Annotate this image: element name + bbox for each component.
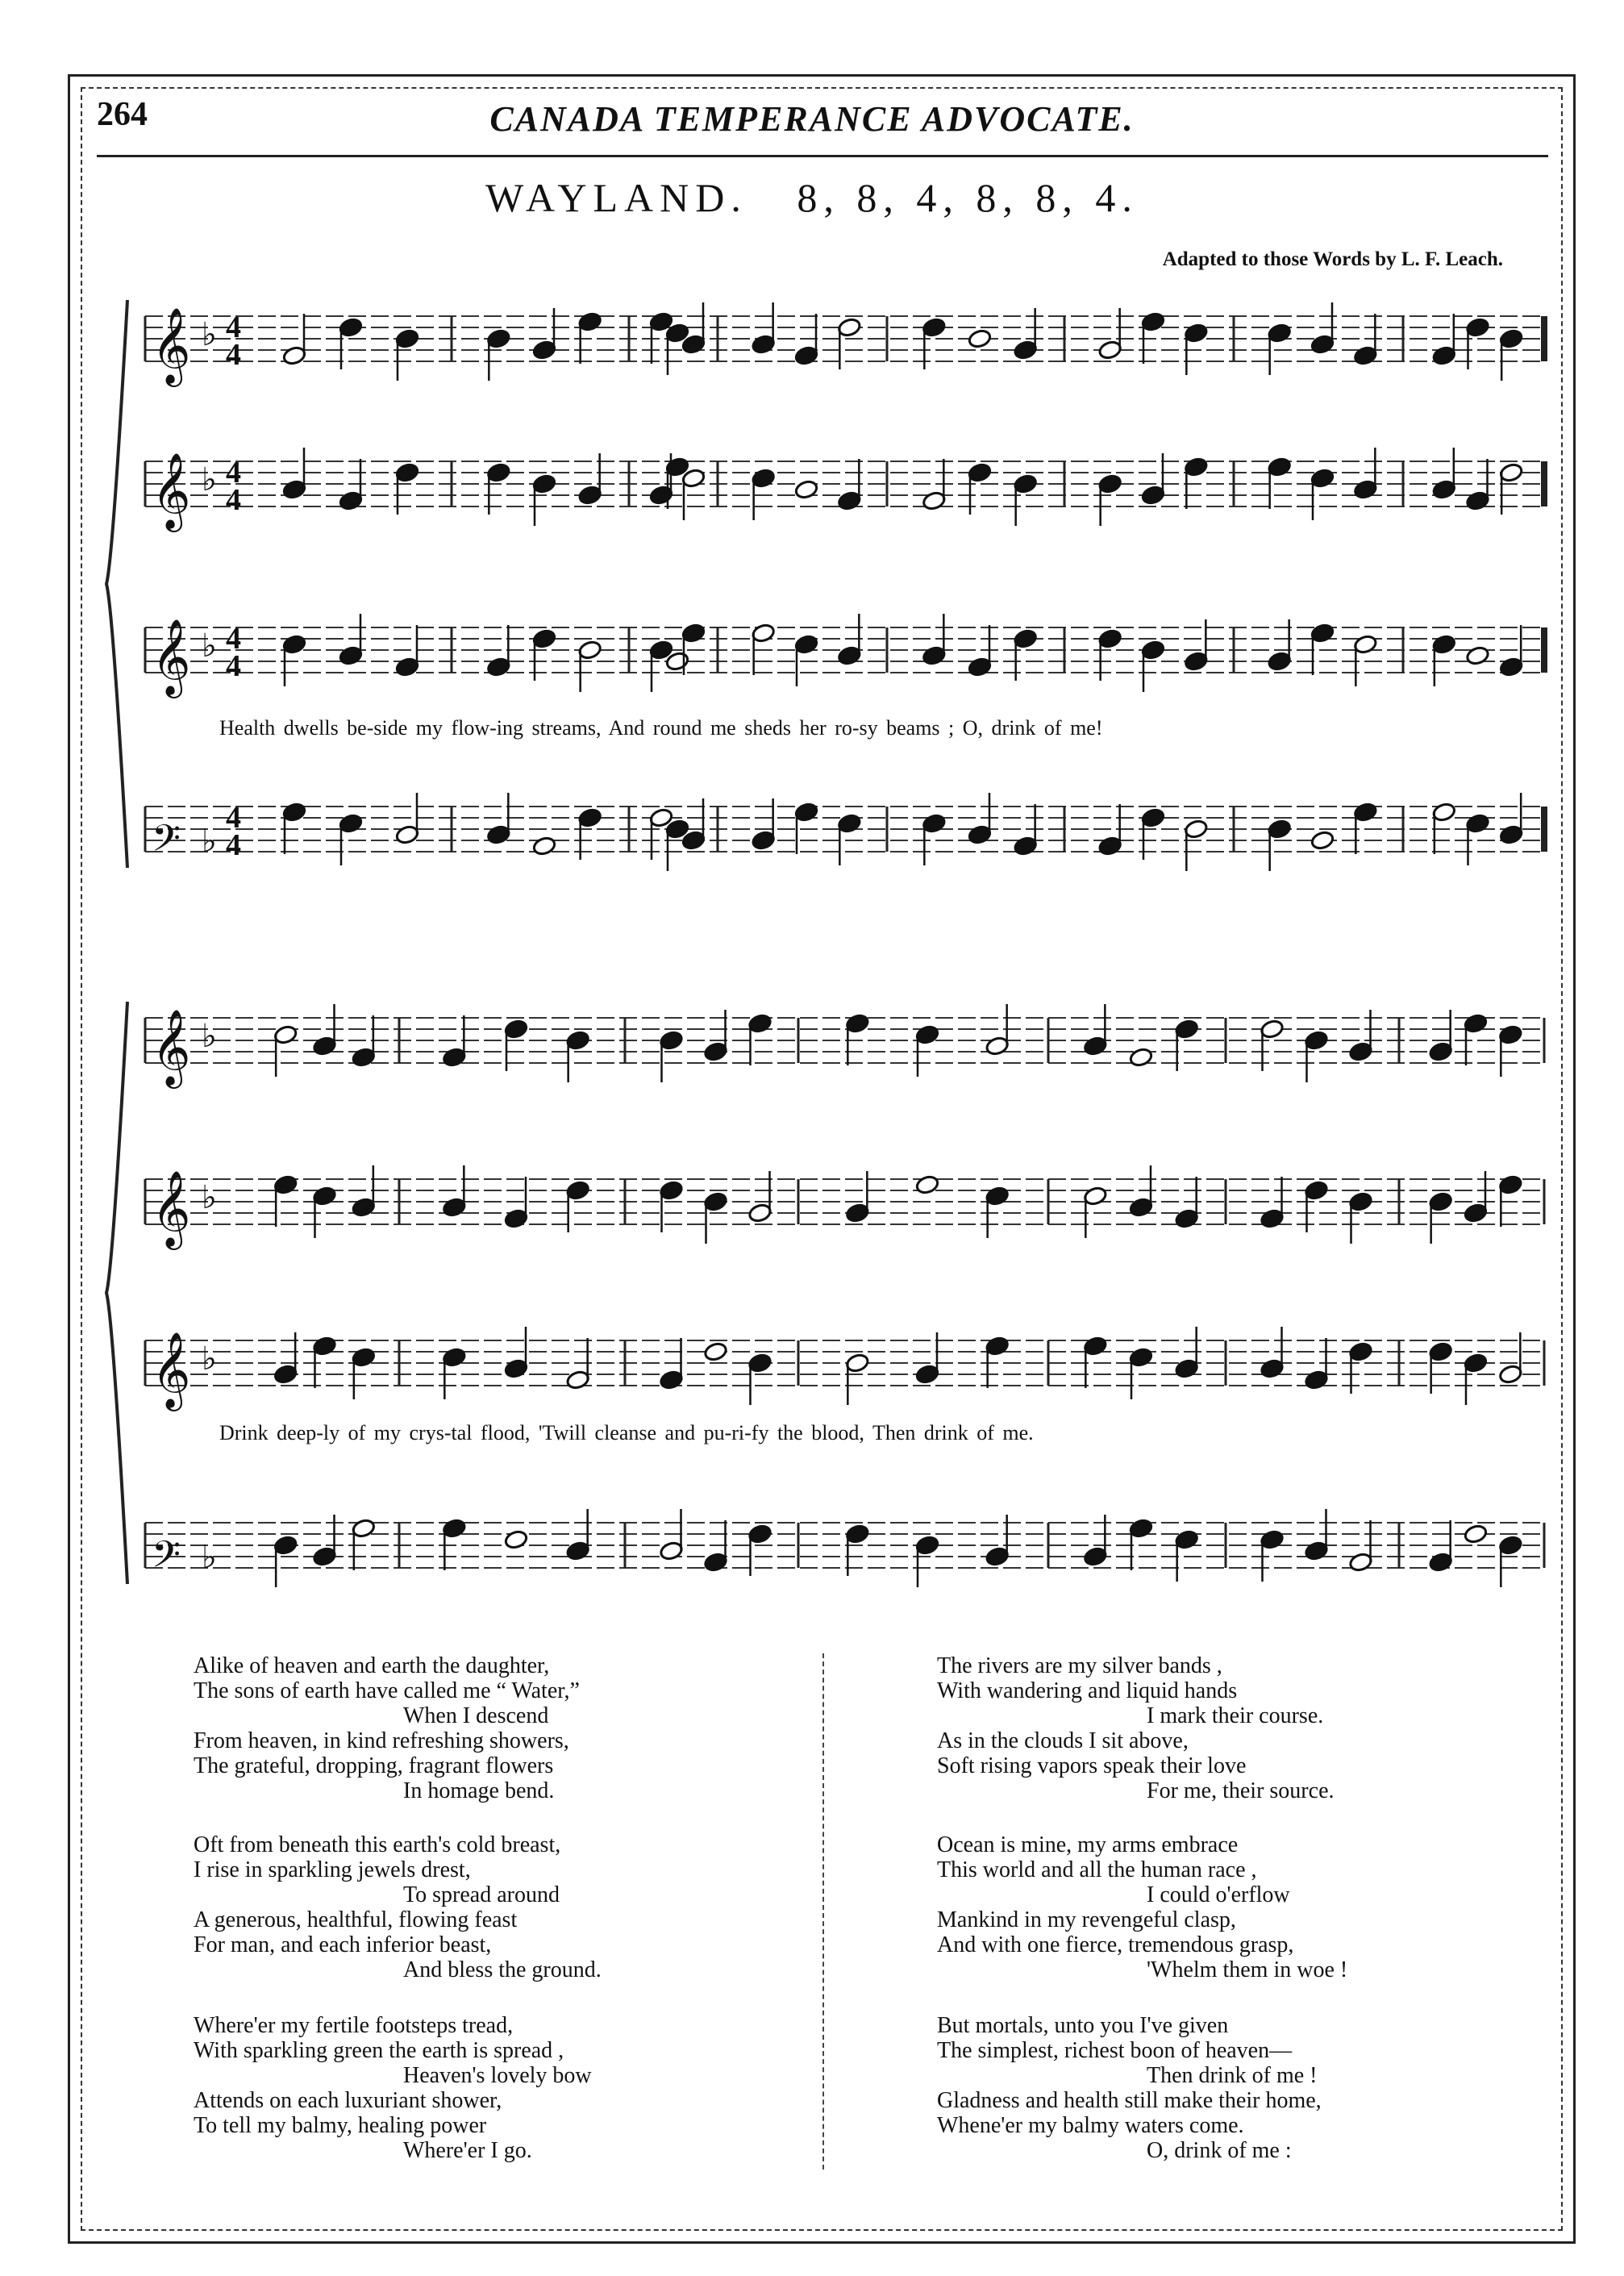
notehead: [1141, 640, 1166, 661]
notehead: [1464, 1013, 1489, 1034]
notehead: [1129, 1518, 1154, 1539]
notehead: [1083, 1186, 1108, 1207]
system-brace: [106, 300, 127, 868]
notehead: [1097, 340, 1122, 361]
notehead: [1013, 628, 1038, 649]
notehead: [1499, 657, 1524, 677]
notehead: [1083, 1336, 1108, 1357]
notehead: [442, 1047, 467, 1068]
time-signature-top: 4: [226, 311, 241, 344]
notehead: [1310, 623, 1335, 644]
verse-line: The simplest, richest boon of heaven—: [937, 2038, 1293, 2063]
notehead: [922, 645, 947, 666]
notehead: [1013, 836, 1038, 857]
time-signature-bottom: 4: [226, 338, 241, 372]
notehead: [565, 1369, 590, 1390]
notehead: [968, 824, 993, 845]
notehead: [1304, 1030, 1329, 1051]
notehead: [1260, 1358, 1285, 1379]
verse-line: To spread around: [403, 1882, 560, 1907]
notehead: [504, 1529, 529, 1550]
notehead: [751, 334, 776, 355]
notehead: [1260, 1208, 1285, 1229]
notehead: [845, 1013, 870, 1034]
notehead: [837, 317, 862, 338]
verse-line: With sparkling green the earth is spread ,: [194, 2038, 564, 2063]
notehead: [794, 802, 819, 823]
notehead: [1267, 456, 1292, 477]
notehead: [1184, 456, 1209, 477]
verse-line: But mortals, unto you I've given: [937, 2013, 1229, 2038]
notehead: [1267, 651, 1292, 672]
notehead: [352, 1347, 377, 1368]
notehead: [659, 1030, 684, 1051]
notehead: [1465, 317, 1490, 338]
notehead: [486, 824, 511, 845]
verse-right-3: [937, 2013, 1322, 2163]
notehead: [1353, 634, 1378, 655]
verse-line: Gladness and health still make their home,: [937, 2088, 1322, 2113]
notehead: [1304, 1369, 1329, 1390]
notehead: [751, 468, 776, 489]
notehead: [1428, 1341, 1453, 1362]
notehead: [532, 628, 557, 649]
notehead: [442, 1197, 467, 1218]
treble-clef-icon: 𝄞: [152, 619, 191, 695]
notehead: [1141, 807, 1166, 828]
notehead: [1310, 334, 1335, 355]
tune-meter: 8, 8, 4, 8, 8, 4.: [797, 175, 1139, 220]
notehead: [681, 623, 706, 644]
notehead: [837, 490, 862, 511]
notehead: [1304, 1180, 1329, 1201]
treble-clef-icon: 𝄞: [152, 307, 191, 384]
notehead: [915, 1024, 940, 1045]
notehead: [649, 485, 674, 506]
notehead: [1083, 1036, 1108, 1057]
notehead: [395, 462, 420, 483]
system-brace: [106, 1002, 127, 1584]
notehead: [1260, 1529, 1285, 1550]
notehead: [1097, 836, 1122, 857]
notehead: [794, 345, 819, 366]
notehead: [915, 1174, 940, 1195]
notehead: [339, 490, 364, 511]
notehead: [1184, 819, 1209, 840]
notehead: [442, 1347, 467, 1368]
notehead: [1465, 490, 1490, 511]
notehead: [1428, 1041, 1453, 1062]
notehead: [1464, 1203, 1489, 1223]
notehead: [565, 1540, 590, 1561]
verse-line: To tell my balmy, healing power: [194, 2113, 487, 2138]
notehead: [747, 1203, 772, 1223]
verse-line: Alike of heaven and earth the daughter,: [194, 1653, 550, 1678]
notehead: [1464, 1524, 1489, 1544]
notehead: [1432, 345, 1457, 366]
verse-line: In homage bend.: [403, 1778, 555, 1803]
time-signature-top: 4: [226, 456, 241, 490]
notehead: [352, 1197, 377, 1218]
verse-right-1: [937, 1653, 1335, 1803]
notehead: [1267, 819, 1292, 840]
notehead: [577, 311, 602, 332]
notehead: [1428, 1191, 1453, 1212]
verse-left-1: [194, 1653, 580, 1803]
notehead: [845, 1353, 870, 1374]
verse-line: From heaven, in kind refreshing showers,: [194, 1728, 569, 1753]
notehead: [1499, 824, 1524, 845]
verse-line: When I descend: [403, 1703, 549, 1728]
flat-icon: ♭: [202, 316, 217, 353]
notehead: [1184, 651, 1209, 672]
notehead: [1498, 1535, 1523, 1556]
notehead: [1083, 1546, 1108, 1567]
lyrics-system-1: Health dwells be-side my flow-ing streams, And round me sheds her ro-sy beams ; O, drink of me!: [219, 716, 1103, 740]
flat-icon: ♭: [202, 1179, 217, 1216]
running-head: CANADA TEMPERANCE ADVOCATE.: [489, 99, 1135, 139]
notehead: [395, 657, 420, 677]
notehead: [1141, 311, 1166, 332]
notehead: [1498, 1174, 1523, 1195]
verse-line: I could o'erflow: [1147, 1882, 1290, 1907]
verse-line: For man, and each inferior beast,: [194, 1932, 492, 1957]
notehead: [282, 634, 307, 655]
verse-line: The sons of earth have called me “ Water,”: [194, 1678, 580, 1703]
notehead: [1097, 628, 1122, 649]
notehead: [395, 328, 420, 349]
verse-line: Then drink of me !: [1147, 2063, 1318, 2088]
notehead: [1260, 1019, 1285, 1040]
notehead: [985, 1036, 1010, 1057]
notehead: [985, 1336, 1010, 1357]
time-signature-bottom: 4: [226, 649, 241, 683]
notehead: [703, 1191, 728, 1212]
notehead: [1013, 473, 1038, 494]
notehead: [1432, 802, 1457, 823]
notehead: [845, 1203, 870, 1223]
notehead: [282, 802, 307, 823]
verse-line: The rivers are my silver bands ,: [937, 1653, 1222, 1678]
notehead: [703, 1341, 728, 1362]
notehead: [968, 328, 993, 349]
verse-line: Where'er my fertile footsteps tread,: [194, 2013, 514, 2038]
notehead: [442, 1518, 467, 1539]
notehead: [1353, 802, 1378, 823]
notehead: [532, 473, 557, 494]
notehead: [339, 645, 364, 666]
verse-line: Where'er I go.: [403, 2138, 532, 2163]
notehead: [1432, 634, 1457, 655]
notehead: [1174, 1208, 1199, 1229]
notehead: [1141, 485, 1166, 506]
tune-name: WAYLAND.: [485, 175, 747, 220]
notehead: [1348, 1341, 1373, 1362]
notehead: [1129, 1197, 1154, 1218]
verse-left-3: [194, 2013, 592, 2163]
verse-line: As in the clouds I sit above,: [937, 1728, 1189, 1753]
notehead: [352, 1047, 377, 1068]
notehead: [282, 479, 307, 500]
notehead: [532, 836, 557, 857]
notehead: [1432, 479, 1457, 500]
page-number: 264: [97, 96, 148, 133]
time-signature-bottom: 4: [226, 483, 241, 517]
verse-line: This world and all the human race ,: [937, 1857, 1257, 1882]
treble-clef-icon: 𝄞: [152, 1170, 191, 1247]
notehead: [273, 1535, 298, 1556]
notehead: [1129, 1347, 1154, 1368]
bass-clef-icon: 𝄢: [152, 817, 181, 869]
notehead: [922, 490, 947, 511]
notehead: [395, 824, 420, 845]
notehead: [1129, 1047, 1154, 1068]
notehead: [273, 1174, 298, 1195]
notehead: [565, 1180, 590, 1201]
notehead: [504, 1208, 529, 1229]
notehead: [837, 645, 862, 666]
treble-clef-icon: 𝄞: [152, 1332, 191, 1408]
notehead: [312, 1036, 337, 1057]
notehead: [1267, 323, 1292, 344]
notehead: [312, 1546, 337, 1567]
flat-icon: ♭: [202, 1018, 217, 1055]
verse-line: The grateful, dropping, fragrant flowers: [194, 1753, 554, 1778]
column-divider: [822, 1653, 824, 2170]
notehead: [1464, 1353, 1489, 1374]
notehead: [565, 1030, 590, 1051]
verse-line: And bless the ground.: [403, 1957, 602, 1982]
notehead: [747, 1524, 772, 1544]
notehead: [747, 1353, 772, 1374]
notehead: [985, 1186, 1010, 1207]
notehead: [1499, 328, 1524, 349]
notehead: [273, 1024, 298, 1045]
verse-line: Soft rising vapors speak their love: [937, 1753, 1247, 1778]
notehead: [845, 1524, 870, 1544]
treble-clef-icon: 𝄞: [152, 1009, 191, 1086]
notehead: [747, 1013, 772, 1034]
notehead: [1174, 1529, 1199, 1550]
verse-line: Attends on each luxuriant shower,: [194, 2088, 502, 2113]
verse-line: Ocean is mine, my arms embrace: [937, 1832, 1239, 1857]
notehead: [915, 1364, 940, 1385]
verse-line: Heaven's lovely bow: [403, 2063, 592, 2088]
notehead: [703, 1552, 728, 1573]
verse-line: And with one fierce, tremendous grasp,: [937, 1932, 1294, 1957]
notehead: [339, 317, 364, 338]
notehead: [1348, 1191, 1373, 1212]
notehead: [968, 462, 993, 483]
verse-line: O, drink of me :: [1147, 2138, 1292, 2163]
notehead: [703, 1041, 728, 1062]
verse-line: Whene'er my balmy waters come.: [937, 2113, 1244, 2138]
notehead: [1348, 1041, 1373, 1062]
notehead: [1498, 1024, 1523, 1045]
notehead: [312, 1336, 337, 1357]
notehead: [1013, 340, 1038, 361]
notehead: [273, 1364, 298, 1385]
verse-line: For me, their source.: [1147, 1778, 1335, 1803]
notehead: [1184, 323, 1209, 344]
notehead: [1465, 645, 1490, 666]
notehead: [1499, 462, 1524, 483]
verse-line: I rise in sparkling jewels drest,: [194, 1857, 471, 1882]
verse-line: 'Whelm them in woe !: [1147, 1957, 1348, 1982]
notehead: [659, 1369, 684, 1390]
verse-right-2: [937, 1832, 1347, 1982]
notehead: [486, 462, 511, 483]
verse-line: Mankind in my revengeful clasp,: [937, 1907, 1236, 1932]
notehead: [577, 807, 602, 828]
notehead: [486, 657, 511, 677]
notehead: [1304, 1540, 1329, 1561]
notehead: [1097, 473, 1122, 494]
notehead: [352, 1518, 377, 1539]
notehead: [659, 1180, 684, 1201]
notehead: [1174, 1019, 1199, 1040]
notehead: [1174, 1358, 1199, 1379]
notehead: [1465, 813, 1490, 834]
notehead: [532, 340, 557, 361]
notehead: [1353, 345, 1378, 366]
flat-icon: ♭: [202, 461, 217, 498]
notehead: [577, 640, 602, 661]
notehead: [922, 813, 947, 834]
notehead: [1348, 1552, 1373, 1573]
time-signature-bottom: 4: [226, 828, 241, 862]
notehead: [794, 479, 819, 500]
notehead: [312, 1186, 337, 1207]
flat-icon: ♭: [202, 823, 217, 860]
notehead: [504, 1019, 529, 1040]
notehead: [1310, 468, 1335, 489]
notehead: [504, 1358, 529, 1379]
flat-icon: ♭: [202, 1539, 217, 1576]
verse-line: With wandering and liquid hands: [937, 1678, 1238, 1703]
notehead: [751, 830, 776, 851]
time-signature-top: 4: [226, 801, 241, 835]
notehead: [1498, 1364, 1523, 1385]
notehead: [915, 1535, 940, 1556]
verse-line: Oft from beneath this earth's cold breast,: [194, 1832, 561, 1857]
notehead: [794, 634, 819, 655]
verse-line: I mark their course.: [1147, 1703, 1324, 1728]
notehead: [577, 485, 602, 506]
attribution: Adapted to those Words by L. F. Leach.: [1162, 248, 1503, 270]
notehead: [968, 657, 993, 677]
notehead: [486, 328, 511, 349]
flat-icon: ♭: [202, 627, 217, 665]
notehead: [1428, 1552, 1453, 1573]
notehead: [922, 317, 947, 338]
notehead: [659, 1540, 684, 1561]
notehead: [339, 813, 364, 834]
bass-clef-icon: 𝄢: [152, 1533, 181, 1586]
treble-clef-icon: 𝄞: [152, 452, 191, 529]
flat-icon: ♭: [202, 1340, 217, 1378]
time-signature-top: 4: [226, 622, 241, 656]
notehead: [985, 1546, 1010, 1567]
lyrics-system-2: Drink deep-ly of my crys-tal flood, 'Twill cleanse and pu-ri-fy the blood, Then drink of me.: [219, 1421, 1034, 1444]
notehead: [1310, 830, 1335, 851]
verse-line: A generous, healthful, flowing feast: [194, 1907, 518, 1932]
verse-left-2: [194, 1832, 602, 1982]
notehead: [751, 623, 776, 644]
notehead: [282, 345, 307, 366]
notehead: [837, 813, 862, 834]
notehead: [1353, 479, 1378, 500]
